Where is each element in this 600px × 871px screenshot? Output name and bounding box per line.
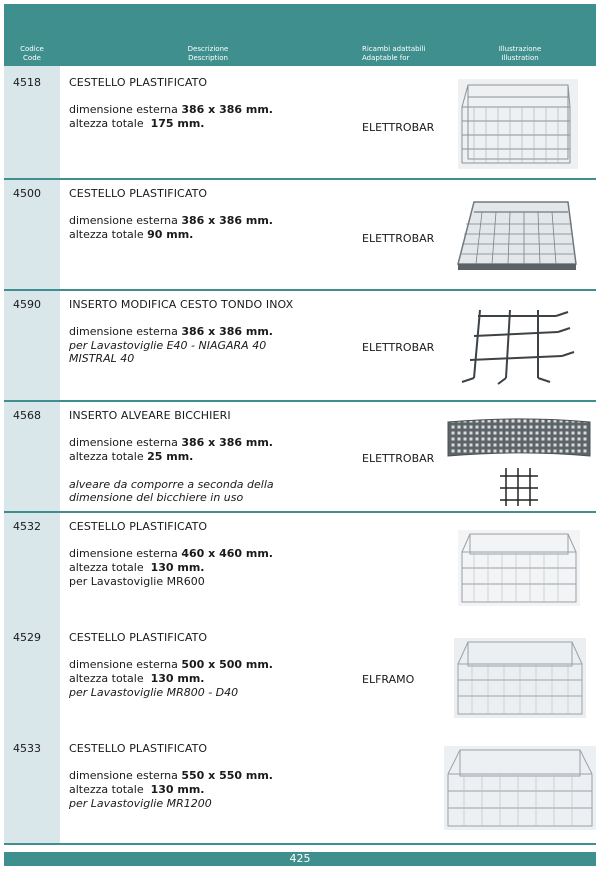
dimension-line: dimensione esterna 460 x 460 mm. [69,547,273,560]
brand-label: ELETTROBAR [362,121,435,134]
product-title: CESTELLO PLASTIFICATO [69,631,208,644]
header-code: Codice Code [20,45,44,62]
usage-note: alveare da comporre a seconda della [69,478,274,491]
dimension-line: dimensione esterna 386 x 386 mm. [69,103,273,116]
height-line: altezza totale 130 mm. [69,672,205,685]
dimension-line: dimensione esterna 386 x 386 mm. [69,214,273,227]
dimension-line: dimensione esterna 386 x 386 mm. [69,325,273,338]
model-note: per Lavastoviglie MR800 - D40 [69,686,239,699]
product-title: CESTELLO PLASTIFICATO [69,742,208,755]
dimension-line: dimensione esterna 386 x 386 mm. [69,436,273,449]
product-code: 4590 [13,298,41,311]
row-divider [4,400,596,402]
brand-label: ELETTROBAR [362,452,435,465]
model-note: MISTRAL 40 [69,352,135,365]
header-illustration: Illustrazione Illustration [498,45,542,62]
tall-wire-basket-icon [458,79,578,169]
brand-label: ELETTROBAR [362,341,435,354]
header-description: Descrizione Description [187,45,229,62]
product-code: 4500 [13,187,41,200]
height-line: altezza totale 90 mm. [69,228,194,241]
brand-label: ELETTROBAR [362,232,435,245]
row-divider [4,511,596,513]
product-title: CESTELLO PLASTIFICATO [69,520,208,533]
product-code: 4533 [13,742,41,755]
product-title: INSERTO ALVEARE BICCHIERI [69,409,231,422]
wire-basket-icon [458,530,580,606]
honeycomb-insert-icon [444,418,594,508]
flat-wire-basket-icon [452,194,580,274]
brand-label: ELFRAMO [362,673,415,686]
wire-basket-icon [454,638,586,718]
product-code: 4529 [13,631,41,644]
wire-basket-icon [444,746,596,830]
product-title: INSERTO MODIFICA CESTO TONDO INOX [69,298,294,311]
product-code: 4532 [13,520,41,533]
header-adaptable: Ricambi adattabili Adaptable for [362,45,426,62]
product-code: 4568 [13,409,41,422]
dimension-line: dimensione esterna 550 x 550 mm. [69,769,273,782]
model-note: per Lavastoviglie MR600 [69,575,205,588]
product-code: 4518 [13,76,41,89]
product-title: CESTELLO PLASTIFICATO [69,187,208,200]
code-column [4,66,60,844]
wire-insert-icon [458,302,578,386]
height-line: altezza totale 25 mm. [69,450,194,463]
product-title: CESTELLO PLASTIFICATO [69,76,208,89]
model-note: per Lavastoviglie E40 - NIAGARA 40 [69,339,267,352]
row-divider [4,289,596,291]
height-line: altezza totale 175 mm. [69,117,205,130]
usage-note: dimensione del bicchiere in uso [69,491,244,504]
model-note: per Lavastoviglie MR1200 [69,797,212,810]
page-number: 425 [289,852,311,865]
height-line: altezza totale 130 mm. [69,783,205,796]
row-divider [4,178,596,180]
dimension-line: dimensione esterna 500 x 500 mm. [69,658,273,671]
row-divider [4,843,596,845]
height-line: altezza totale 130 mm. [69,561,205,574]
